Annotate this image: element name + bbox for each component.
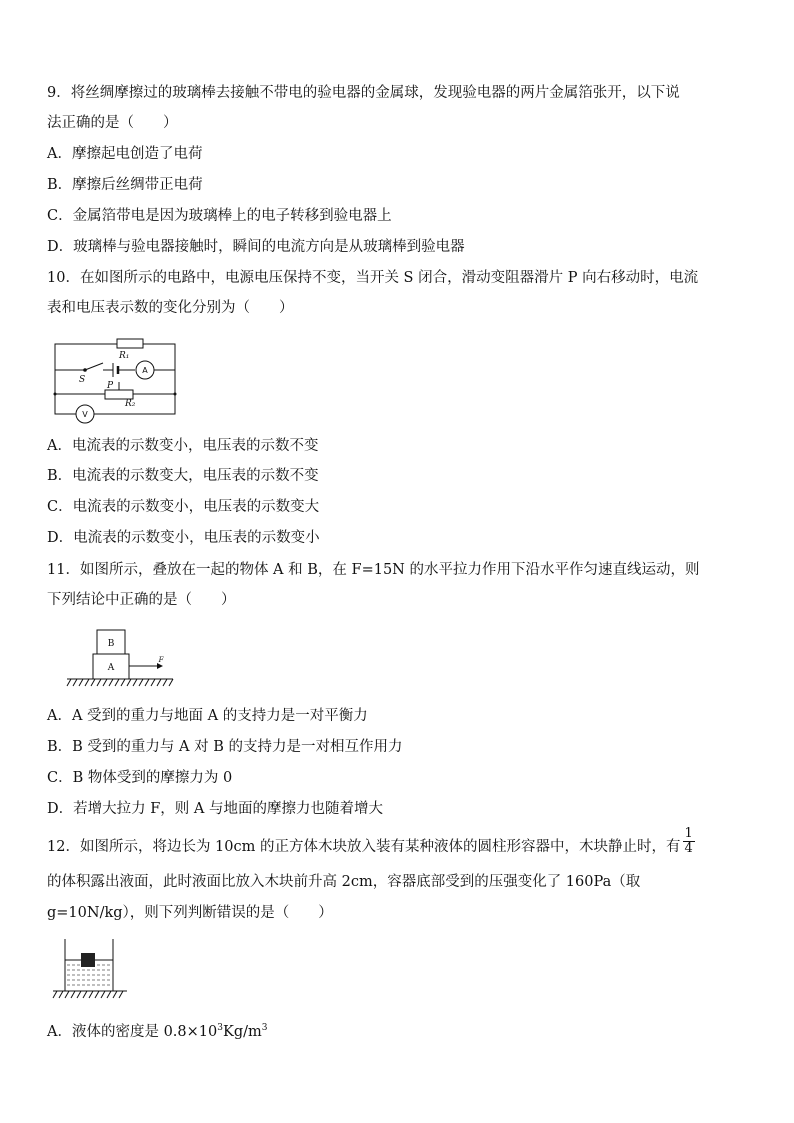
q11-stem-line2: 下列结论中正确的是（ ） bbox=[47, 592, 236, 608]
q11-option-a: A．A 受到的重力与地面 A 的支持力是一对平衡力 bbox=[47, 708, 368, 724]
container-diagram bbox=[47, 933, 132, 1005]
label-r1: R₁ bbox=[119, 351, 130, 361]
q9-option-c: C．金属箔带电是因为玻璃棒上的电子转移到验电器上 bbox=[47, 208, 392, 224]
q11-option-d: D．若增大拉力 F，则 A 与地面的摩擦力也随着增大 bbox=[47, 801, 383, 817]
label-p: P bbox=[107, 381, 114, 391]
q10-option-c: C．电流表的示数变小，电压表的示数变大 bbox=[47, 499, 320, 515]
q12-option-a-unit: Kg/m bbox=[222, 1023, 262, 1040]
q11-stem-line1: 11．如图所示，叠放在一起的物体 A 和 B，在 F=15N 的水平拉力作用下沿水平作匀速直线运动，则 bbox=[47, 562, 700, 578]
circuit-diagram bbox=[47, 330, 182, 425]
wood-block bbox=[81, 953, 95, 967]
ammeter-label: A bbox=[142, 366, 148, 375]
fraction-denominator: 4 bbox=[684, 840, 693, 856]
q10-stem-line2: 表和电压表示数的变化分别为（ ） bbox=[47, 300, 294, 316]
q12-option-a-exp1: 3 bbox=[217, 1023, 223, 1033]
q9-stem-line1: 9．将丝绸摩擦过的玻璃棒去接触不带电的验电器的金属球，发现验电器的两片金属箔张开，以下说 bbox=[47, 85, 680, 101]
q10-option-b: B．电流表的示数变大，电压表的示数不变 bbox=[47, 468, 319, 484]
label-block-b: B bbox=[107, 639, 115, 649]
q12-stem-line2: 的体积露出液面，此时液面比放入木块前升高 2cm，容器底部受到的压强变化了 160Pa（取 bbox=[47, 874, 641, 890]
switch-blade bbox=[85, 363, 103, 370]
q12-stem-line1 bbox=[47, 825, 695, 857]
voltmeter-label: V bbox=[82, 410, 88, 419]
q9-option-d: D．玻璃棒与验电器接触时，瞬间的电流方向是从玻璃棒到验电器 bbox=[47, 239, 465, 255]
q12-stem-line1-text: 12．如图所示，将边长为 10cm 的正方体木块放入装有某种液体的圆柱形容器中，木块静止时，有 bbox=[47, 839, 681, 855]
label-r2: R₂ bbox=[125, 399, 136, 409]
label-s: S bbox=[79, 375, 86, 385]
q11-option-b: B．B 受到的重力与 A 对 B 的支持力是一对相互作用力 bbox=[47, 739, 403, 755]
stacked-blocks-diagram bbox=[47, 620, 182, 695]
resistor-r1 bbox=[117, 339, 143, 348]
q10-option-d: D．电流表的示数变小，电压表的示数变小 bbox=[47, 530, 320, 546]
label-block-a: A bbox=[107, 663, 115, 673]
q9-option-b: B．摩擦后丝绸带正电荷 bbox=[47, 177, 203, 193]
q12-stem-line3: g=10N/kg），则下列判断错误的是（ ） bbox=[47, 905, 333, 921]
rheostat-r2 bbox=[105, 390, 133, 399]
fraction-one-quarter bbox=[683, 827, 695, 856]
q10-option-a: A．电流表的示数变小，电压表的示数不变 bbox=[47, 438, 319, 454]
q9-stem-line2: 法正确的是（ ） bbox=[47, 115, 178, 131]
label-force: F bbox=[158, 656, 164, 664]
q10-stem-line1: 10．在如图所示的电路中，电源电压保持不变，当开关 S 闭合，滑动变阻器滑片 P 向右移动时，电流 bbox=[47, 270, 699, 286]
fraction-numerator: 1 bbox=[684, 825, 693, 841]
q12-option-a-prefix: A．液体的密度是 0.8×10 bbox=[47, 1023, 218, 1040]
q11-option-c: C．B 物体受到的摩擦力为 0 bbox=[47, 770, 233, 786]
q12-option-a-exp2: 3 bbox=[261, 1023, 268, 1033]
q12-option-a bbox=[47, 1018, 267, 1042]
q9-option-a: A．摩擦起电创造了电荷 bbox=[47, 146, 203, 162]
